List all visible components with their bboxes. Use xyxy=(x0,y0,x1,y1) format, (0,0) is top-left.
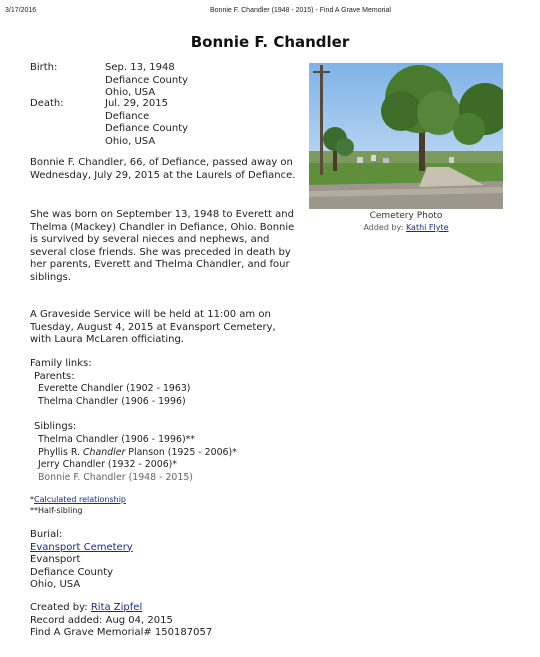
death-county: Defiance County xyxy=(105,123,189,135)
calculated-relationship-link[interactable]: Calculated relationship xyxy=(34,495,127,504)
siblings-heading: Siblings: xyxy=(34,421,77,433)
death-city: Defiance xyxy=(105,110,150,122)
burial-section xyxy=(30,529,133,592)
sibling-link[interactable]: Thelma Chandler (1906 - 1996)** xyxy=(38,433,195,445)
photographer-link[interactable]: Kathi Flyte xyxy=(405,223,449,232)
photo-credit: Added by: Kathi Flyte xyxy=(363,223,449,232)
created-by-label: Created by: xyxy=(30,602,91,613)
sibling-self: Bonnie F. Chandler (1948 - 2015) xyxy=(38,471,193,483)
photo-caption: Cemetery Photo xyxy=(369,211,443,221)
burial-label: Burial: xyxy=(30,529,63,540)
cemetery-photo[interactable] xyxy=(309,63,503,209)
death-state: Ohio, USA xyxy=(105,135,156,147)
burial-county: Defiance County xyxy=(30,566,114,578)
death-date: Jul. 29, 2015 xyxy=(105,98,168,109)
record-info xyxy=(30,602,212,640)
family-links xyxy=(30,358,237,484)
bio-paragraph-3: A Graveside Service will be held at 11:00 am on Tuesday, August 4, 2015 at Evansport Cemetery, with Laura McLaren officiating. xyxy=(30,309,276,346)
burial-state: Ohio, USA xyxy=(30,579,81,591)
bio-paragraph-1: Bonnie F. Chandler, 66, of Defiance, passed away on Wednesday, July 29, 2015 at the Laurels of Defiance. xyxy=(30,157,296,181)
birth-date: Sep. 13, 1948 xyxy=(105,62,175,73)
birth-section xyxy=(30,62,300,102)
death-section xyxy=(30,98,300,150)
parent-link[interactable]: Everette Chandler (1902 - 1963) xyxy=(38,383,191,395)
birth-county: Defiance County xyxy=(105,74,189,86)
creator-link[interactable]: Rita Zipfel xyxy=(90,602,143,613)
death-label: Death: xyxy=(30,98,64,109)
birth-label: Birth: xyxy=(30,62,58,73)
memorial-id: Find A Grave Memorial# 150187057 xyxy=(30,627,213,639)
half-sibling-note: **Half-sibling xyxy=(30,506,83,515)
print-page-title: Bonnie F. Chandler (1948 - 2015) - Find A Grave Memorial xyxy=(210,7,391,14)
sibling-link[interactable]: Jerry Chandler (1932 - 2006)* xyxy=(38,459,177,471)
relationship-note: *Calculated relationship **Half-sibling xyxy=(30,495,127,515)
record-added: Record added: Aug 04, 2015 xyxy=(30,614,173,626)
bio-paragraph-2: She was born on September 13, 1948 to Everett and Thelma (Mackey) Chandler in Defiance, Ohio. Bonnie is survived by several nieces and nephews, and several close friends. She was preceded in death by her parents, Everett and Thelma Chandler, and four siblings. xyxy=(30,209,295,283)
parents-heading: Parents: xyxy=(34,370,75,382)
family-links-heading: Family links: xyxy=(30,358,92,369)
burial-city: Evansport xyxy=(30,554,81,566)
birth-state: Ohio, USA xyxy=(105,87,156,99)
memorial-name: Bonnie F. Chandler xyxy=(190,33,350,51)
cemetery-link[interactable]: Evansport Cemetery xyxy=(30,541,133,553)
print-date: 3/17/2016 xyxy=(5,7,37,14)
parent-link[interactable]: Thelma Chandler (1906 - 1996) xyxy=(38,395,186,407)
sibling-link[interactable]: Phyllis R. Chandler Planson (1925 - 2006)* xyxy=(38,446,237,458)
